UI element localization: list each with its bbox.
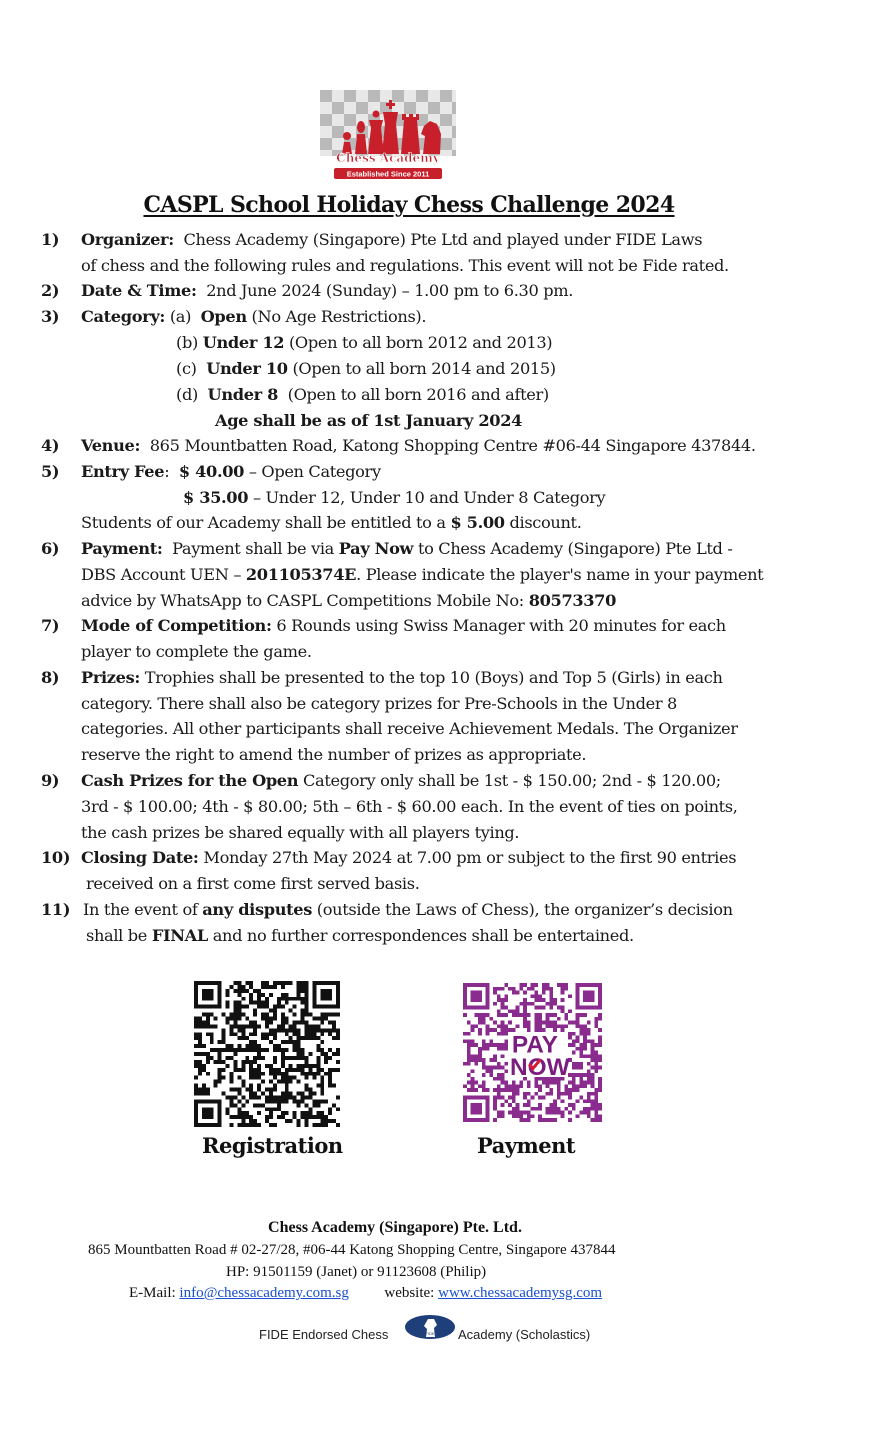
rule-number: 3)	[41, 307, 60, 326]
rule-number: 7)	[41, 616, 60, 635]
rule-number: 5)	[41, 462, 60, 481]
category-b	[176, 330, 552, 356]
category-name: Under 8	[207, 385, 279, 404]
page-title: CASPL School Holiday Chess Challenge 2024	[143, 192, 675, 218]
logo-tagline: Established Since 2011	[346, 169, 430, 179]
email-link[interactable]: info@chessacademy.com.sg	[179, 1285, 349, 1301]
age-note: Age shall be as of 1st January 2024	[215, 411, 523, 430]
rule-text: 2nd June 2024 (Sunday) – 1.00 pm to 6.30 pm.	[206, 281, 574, 300]
fide-logo	[404, 1313, 456, 1343]
rule-text: reserve the right to amend the number of prizes as appropriate.	[81, 745, 587, 764]
rule-text: received on a first come first served basis.	[86, 874, 420, 893]
uen-line	[81, 562, 763, 588]
category-c	[176, 356, 556, 382]
email-label: E-Mail:	[129, 1285, 176, 1301]
category-name: Under 12	[202, 333, 285, 352]
mobile-line	[81, 588, 616, 614]
fide-academy-text: Academy (Scholastics)	[458, 1327, 591, 1342]
category-detail: (Open to all born 2016 and after)	[287, 385, 549, 404]
fee-desc: – Open Category	[248, 462, 381, 481]
rule-number: 8)	[41, 668, 60, 687]
fee-amount: $ 35.00	[183, 488, 249, 507]
rule-text: player to complete the game.	[81, 642, 312, 661]
svg-text:PAY: PAY	[511, 1031, 558, 1059]
rule-label: Category:	[81, 307, 166, 326]
category-letter: (a)	[169, 307, 192, 326]
category-letter: (b)	[176, 333, 198, 352]
footer-contact	[129, 1285, 602, 1302]
discount-text: discount.	[509, 513, 582, 532]
emphasis-text: FINAL	[151, 926, 208, 945]
rule-number: 10)	[41, 848, 71, 867]
payment-qr-code[interactable]	[460, 983, 605, 1122]
category-letter: (d)	[176, 385, 198, 404]
footer-address: 865 Mountbatten Road # 02-27/28, #06-44 Katong Shopping Centre, Singapore 437844	[88, 1242, 616, 1258]
rule-11-line-2	[86, 923, 634, 949]
category-name: Open	[200, 307, 247, 326]
category-name: Under 10	[206, 359, 288, 378]
website-label: website:	[384, 1285, 435, 1301]
chess-academy-logo-icon	[320, 90, 456, 184]
category-detail: (No Age Restrictions).	[251, 307, 427, 326]
rule-text: Payment shall be via	[172, 539, 334, 558]
rule-text: to Chess Academy (Singapore) Pte Ltd -	[417, 539, 733, 558]
rule-text: 865 Mountbatten Road, Katong Shopping Centre #06-44 Singapore 437844.	[149, 436, 756, 455]
rule-label: Mode of Competition:	[81, 616, 272, 635]
rule-label: Entry Fee	[81, 462, 165, 481]
rule-text: Trophies shall be presented to the top 10 (Boys) and Top 5 (Girls) in each	[144, 668, 723, 687]
rule-label: Organizer:	[81, 230, 174, 249]
rule-text: categories. All other participants shall receive Achievement Medals. The Organizer	[81, 719, 738, 738]
fide-endorsed-text: FIDE Endorsed Chess	[259, 1327, 389, 1342]
registration-label: Registration	[202, 1133, 343, 1158]
rule-label: Closing Date:	[81, 848, 199, 867]
uen-number: 201105374E	[245, 565, 357, 584]
rule-label: Payment:	[81, 539, 163, 558]
rule-text: 6 Rounds using Swiss Manager with 20 minutes for each	[276, 616, 726, 635]
rule-number: 11)	[41, 900, 71, 919]
rule-text: Monday 27th May 2024 at 7.00 pm or subject to the first 90 entries	[203, 848, 737, 867]
rule-text: 3rd - $ 100.00; 4th - $ 80.00; 5th – 6th - $ 60.00 each. In the event of ties on points,	[81, 797, 738, 816]
rule-text: the cash prizes be shared equally with all players tying.	[81, 823, 520, 842]
fide-logo-text: FIDE	[425, 1331, 435, 1336]
discount-line	[81, 510, 582, 536]
rule-text: category. There shall also be category prizes for Pre-Schools in the Under 8	[81, 694, 677, 713]
category-detail: (Open to all born 2014 and 2015)	[292, 359, 556, 378]
logo-name: Chess Academy	[336, 151, 440, 165]
rule-label: Date & Time:	[81, 281, 197, 300]
fide-logo-icon	[404, 1313, 456, 1343]
rule-text: advice by WhatsApp to CASPL Competitions Mobile No:	[81, 591, 524, 610]
paynow-qr-icon	[460, 983, 605, 1122]
chess-academy-logo	[320, 90, 456, 184]
mobile-number: 80573370	[528, 591, 617, 610]
rule-number: 9)	[41, 771, 60, 790]
category-letter: (c)	[176, 359, 197, 378]
paynow-text: Pay Now	[338, 539, 414, 558]
rule-text: and no further correspondences shall be entertained.	[212, 926, 634, 945]
rule-text: of chess and the following rules and regulations. This event will not be Fide rated.	[81, 256, 729, 275]
payment-label: Payment	[477, 1133, 576, 1158]
rule-text: . Please indicate the player's name in your payment	[356, 565, 764, 584]
discount-text: Students of our Academy shall be entitled to a	[81, 513, 446, 532]
rule-text: (outside the Laws of Chess), the organizer’s decision	[316, 900, 733, 919]
rule-label: Prizes:	[81, 668, 140, 687]
rule-text: shall be	[86, 926, 148, 945]
fee-desc: – Under 12, Under 10 and Under 8 Category	[252, 488, 606, 507]
rule-text: In the event of	[83, 900, 198, 919]
rule-label: Cash Prizes for the Open	[81, 771, 299, 790]
emphasis-text: any disputes	[202, 900, 312, 919]
category-detail: (Open to all born 2012 and 2013)	[288, 333, 553, 352]
rule-number: 6)	[41, 539, 60, 558]
registration-qr-icon	[193, 981, 341, 1127]
rule-text: Category only shall be 1st - $ 150.00; 2nd - $ 120.00;	[302, 771, 721, 790]
category-d	[176, 382, 549, 408]
fee-amount: $ 40.00	[178, 462, 245, 481]
fee-row	[183, 485, 605, 511]
rule-number: 4)	[41, 436, 60, 455]
discount-amount: $ 5.00	[450, 513, 505, 532]
rule-number: 2)	[41, 281, 60, 300]
registration-qr-code[interactable]	[193, 981, 341, 1127]
footer-company: Chess Academy (Singapore) Pte. Ltd.	[268, 1219, 522, 1236]
rule-text: Chess Academy (Singapore) Pte Ltd and played under FIDE Laws	[183, 230, 703, 249]
rule-label: Venue:	[81, 436, 141, 455]
rule-number: 1)	[41, 230, 60, 249]
footer-phone: HP: 91501159 (Janet) or 91123608 (Philip)	[226, 1264, 487, 1280]
website-link[interactable]: www.chessacademysg.com	[438, 1285, 603, 1301]
svg-text:NOW: NOW	[509, 1054, 570, 1082]
rule-text: DBS Account UEN –	[81, 565, 242, 584]
